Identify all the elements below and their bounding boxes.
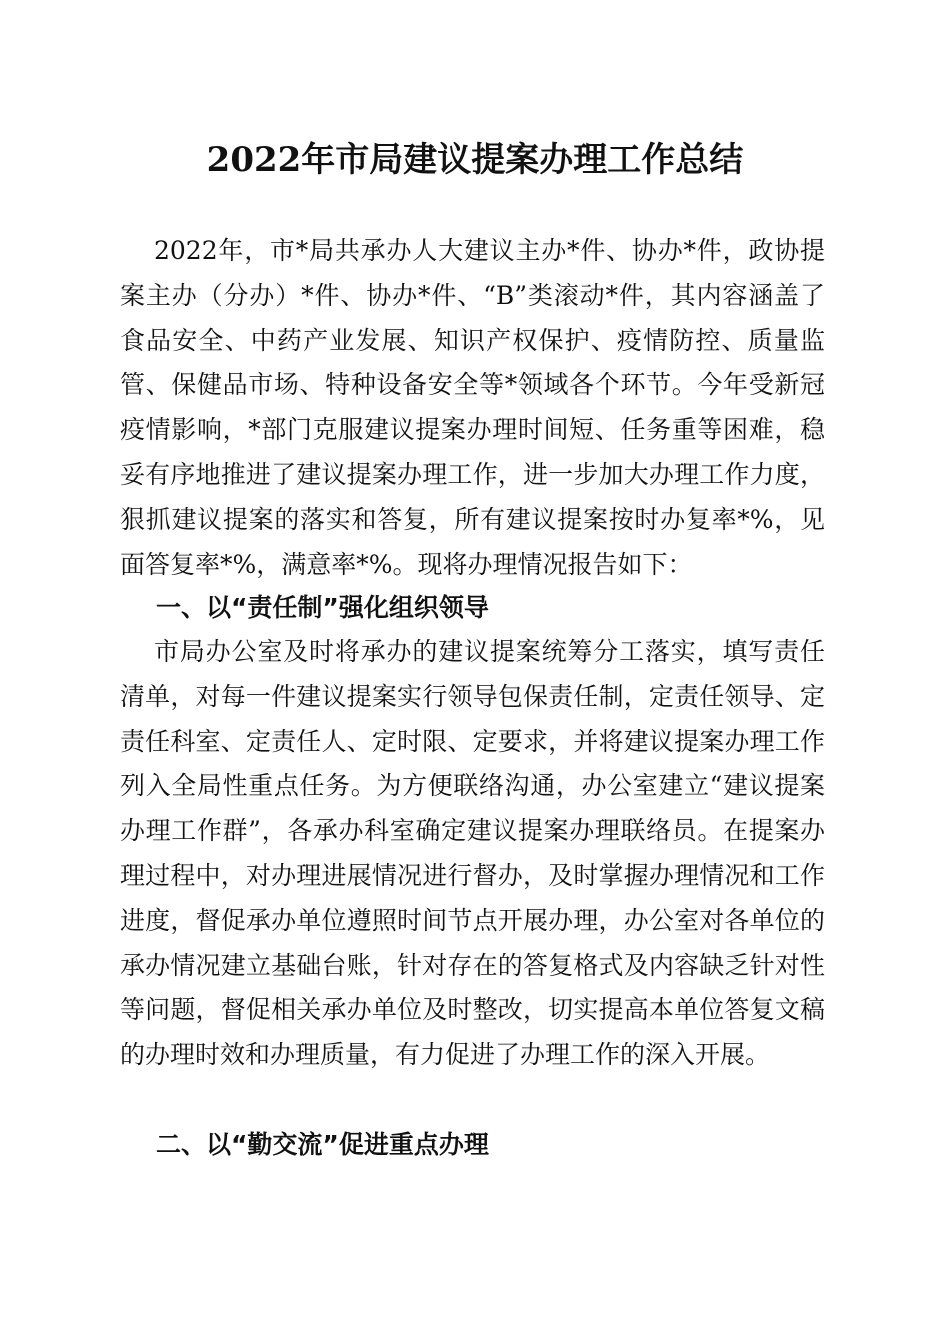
intro-paragraph: 2022年，市*局共承办人大建议主办*件、协办*件，政协提案主办（分办）*件、协办*件、“B”类滚动*件，其内容涵盖了食品安全、中药产业发展、知识产权保护、疫情防控、质量监管、保健品市场、特种设备安全等*领域各个环节。今年受新冠疫情影响，*部门克服建议提案办理时间短、任务重等困难，稳妥有序地推进了建议提案办理工作，进一步加大办理工作力度，狠抓建议提案的落实和答复，所有建议提案按时办复率*%，见面答复率*%，满意率*%。现将办理情况报告如下： — [120, 236, 825, 579]
section-heading-1: 一、以“责任制”强化组织领导 — [156, 593, 489, 622]
document-title: 2022年市局建议提案办理工作总结 — [206, 140, 744, 180]
section-1-paragraph: 市局办公室及时将承办的建议提案统筹分工落实，填写责任清单，对每一件建议提案实行领导包保责任制，定责任领导、定责任科室、定责任人、定时限、定要求，并将建议提案办理工作列入全局性重点任务。为方便联络沟通，办公室建立“建议提案办理工作群”，各承办科室确定建议提案办理联络员。在提案办理过程中，对办理进展情况进行督办，及时掌握办理情况和工作进度，督促承办单位遵照时间节点开展办理，办公室对各单位的承办情况建立基础台账，针对存在的答复格式及内容缺乏针对性等问题，督促相关承办单位及时整改，切实提高本单位答复文稿的办理时效和办理质量，有力促进了办理工作的深入开展。 — [120, 637, 825, 1070]
section-heading-2: 二、以“勤交流”促进重点办理 — [156, 1130, 489, 1159]
